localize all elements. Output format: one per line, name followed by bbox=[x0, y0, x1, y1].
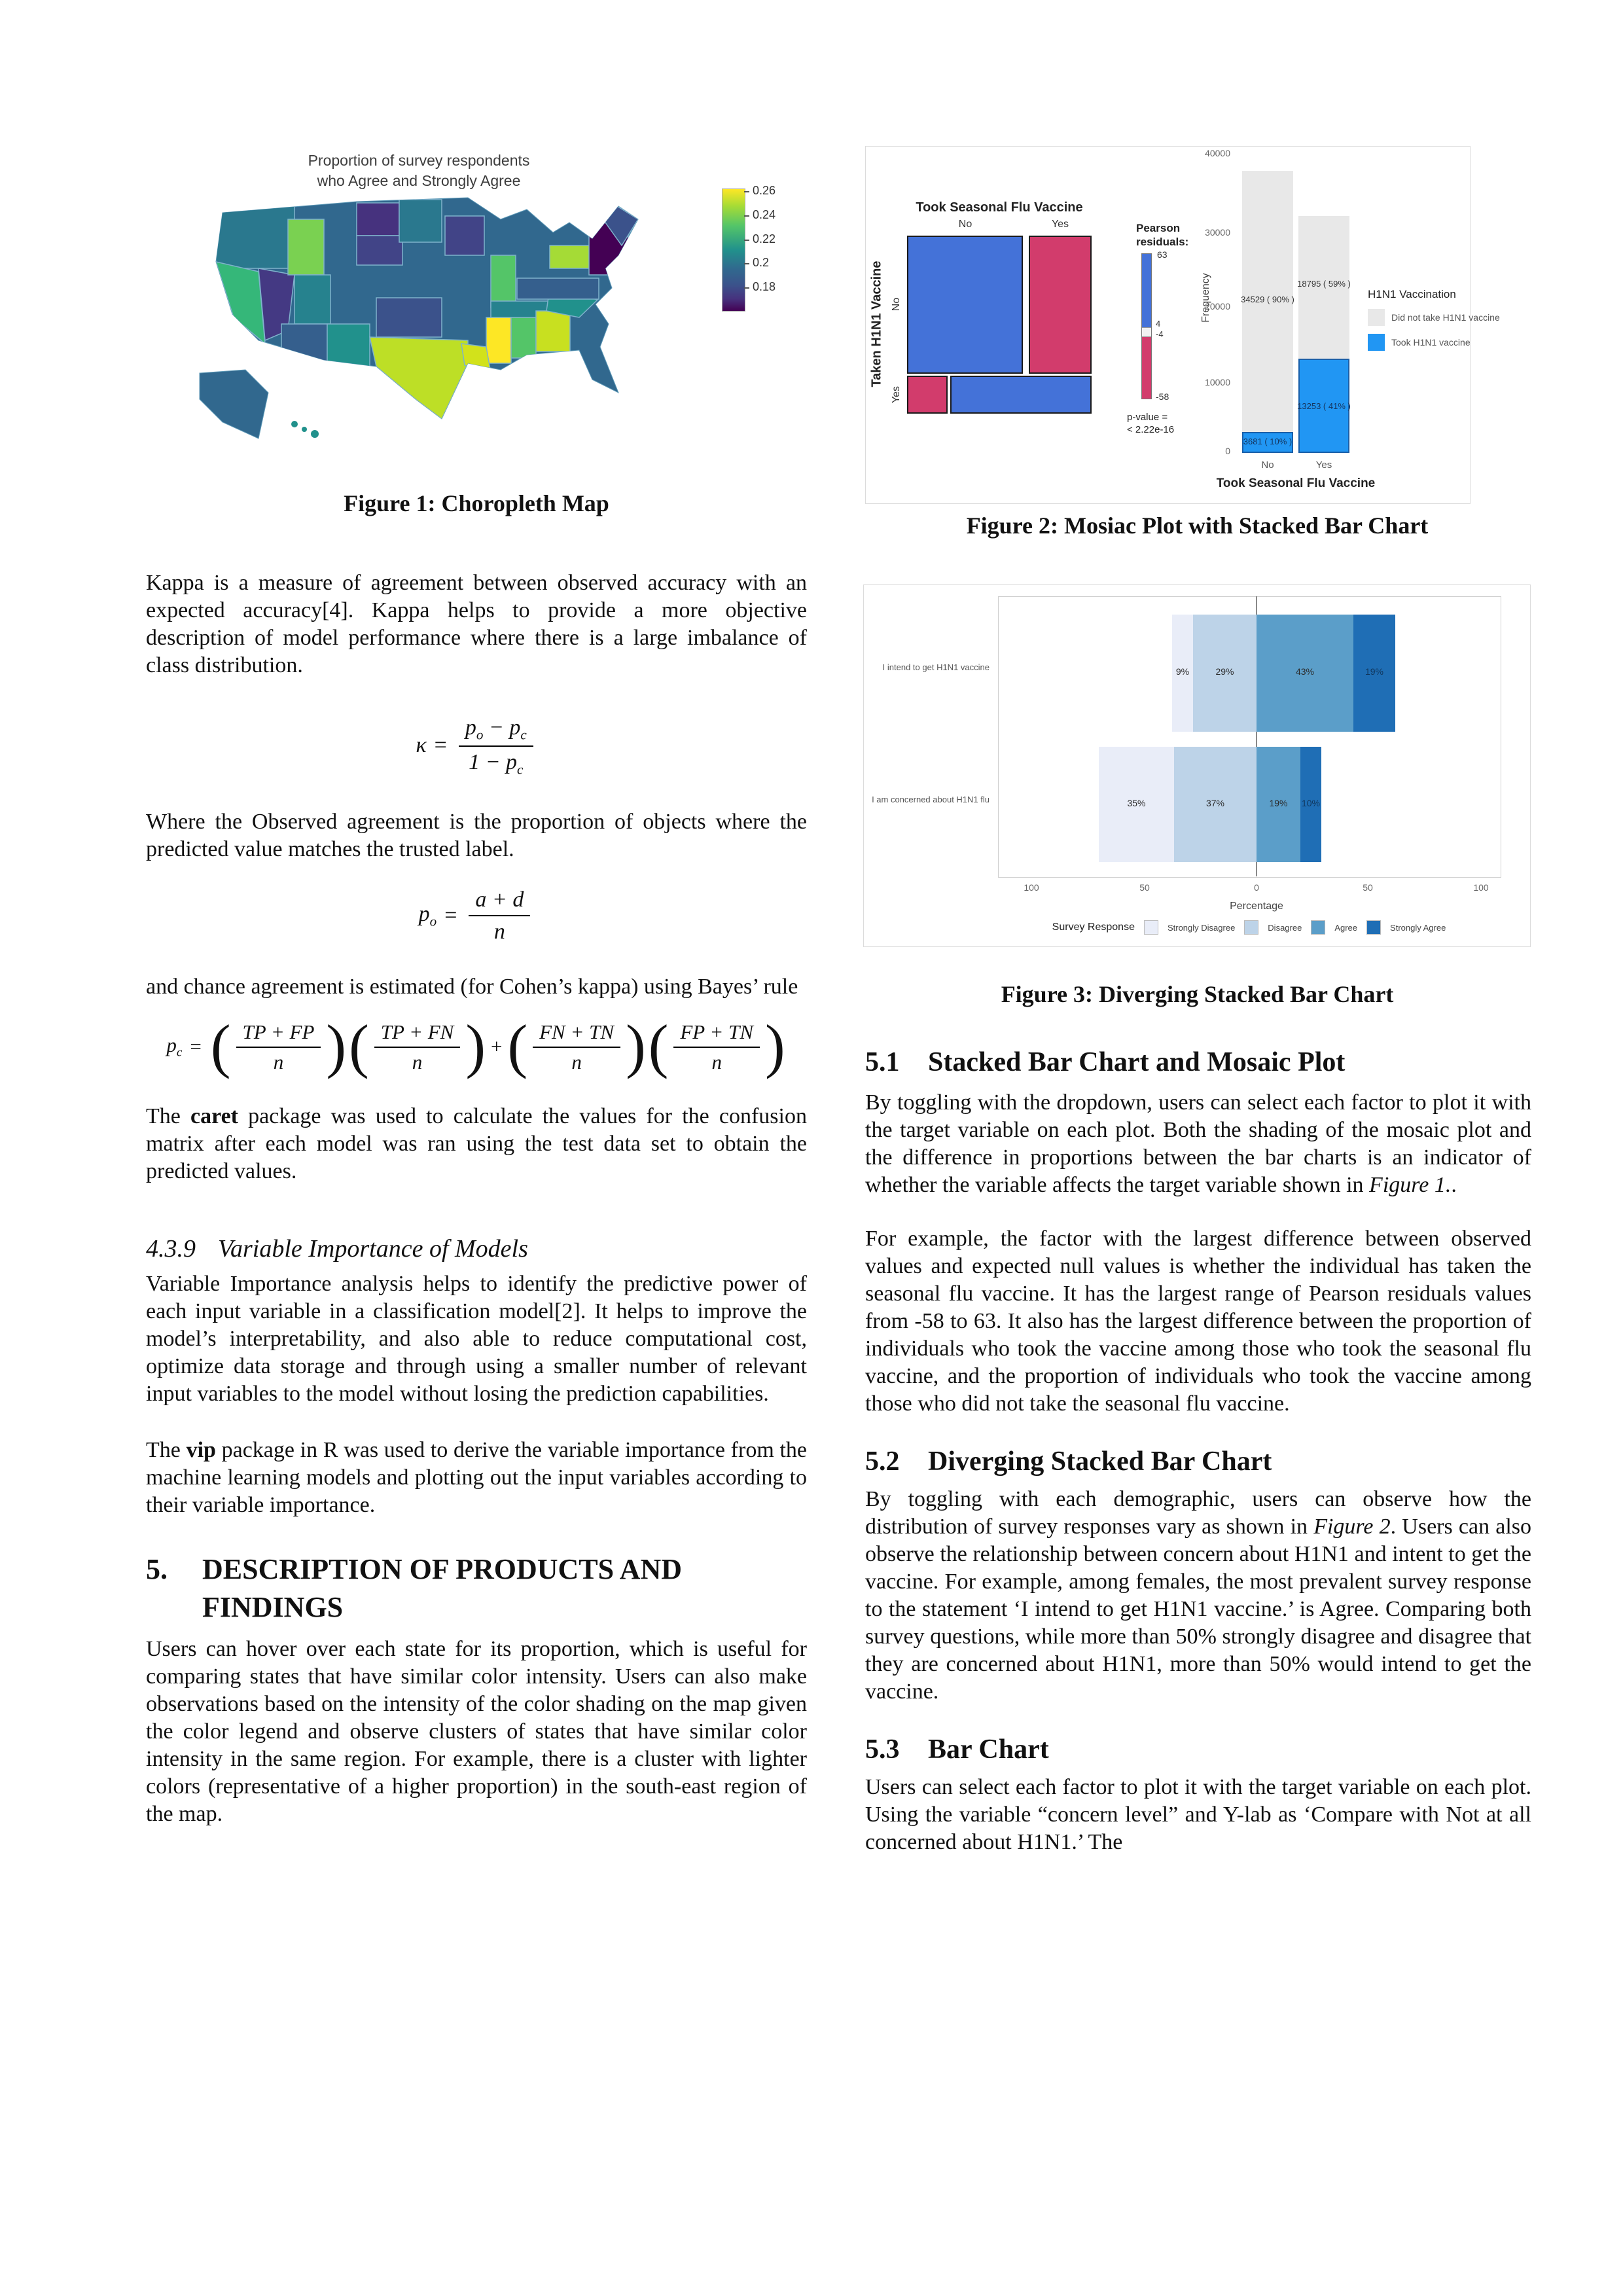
caret-package-name: caret bbox=[190, 1103, 238, 1128]
pc-fraction-3: $\frac{FN + TN}{n}$ bbox=[533, 1019, 620, 1073]
residual-tick-4: 4 bbox=[1156, 319, 1161, 329]
colorbar-tick: 0.26 bbox=[753, 184, 776, 197]
pct-concerned-sa: 10% bbox=[1301, 798, 1321, 808]
paper-page: Proportion of survey respondents who Agree and Strongly Agree 0.26 0.24 0.22 0.2 0.18 Figure 1: Choropleth Map Kappa is a measure of agreement between observed accuracy with an expected accuracy[4]. Kappa helps to provide a more objective description of model performance where there is a large imbalance of class distribution. κ = $\frac{p_o - p_c}{1 - p_c}$ Where the Observed agreement is the proportion of objects where the predicted value matches the trusted label. $p_o$ = $\frac{a + d}{n}$ and chance agreement is estimated (for Cohen’s kappa) using Bayes’ rule $p_c$ = ( $\frac{TP + FP}{n}$ ) ( $\frac{TP + FN}{n}$ ) + ( $\frac{FN + TN}{n}$ ) ( $\frac{FP + TN}{n}$ ) The caret package was used to calculate the values for the confusion matrix after each model was ran using the test data set to obtain the predicted values. 4.3.9 Variable Importance of Models Variable Importance analysis helps to identify the predictive power of each input variable in a classification model[2]. It helps to improve the model’s interpretability, and also able to reduce computational cost, optimize data storage and through using a smaller number of relevant input variables to the model without losing the prediction capabilities. The vip package in R was used to derive the variable importance from the machine learning models and plotting out the input variables according to their variable importance. 5. DESCRIPTION OF PRODUCTS AND FINDINGS Users can hover over each state for its proportion, which is useful for comparing states that have similar color intensity. Users can also make observations based on the intensity of the color shading on the map given the color legend and observe clusters of states that have similar color intensity in the same region. For example, there is a cluster with lighter colors (representative of a higher proportion) in the south-east region of the map. Took Seasonal Flu Vaccine No Yes Taken H1N1 Vaccine No Yes Pearson residuals: 63 4 -4 -58 p-value = < 2.22e-16 40000 30000 20000 10000 0 Frequency 34529 ( 90% ) 18795 ( 59% ) 13253 ( 41% ) 3681 ( 10% ) No Yes Took Seasonal Flu Vaccine H1N1 Vaccination Did not take H1N1 vaccine Took H1N1 vaccine Figure 2: Mosiac Plot with Stacked Bar Chart I intend to get H1N1 vaccine I am concerned about H1N1 flu 9% 29% 43% 19% 35% 37% 19% 10% 100 50 0 50 100 Percentage Survey Response Strongly Disagree Disagree Agree Strongly Agree Figure 3: Diverging Stacked Bar Chart 5.1 Stacked Bar Chart and Mosaic Plot By toggling with the dropdown, users can select each factor to plot it with the target variable on each plot. Both the shading of the mosaic plot and the difference in proportions between the bar charts is an indicator of whether the variable affects the target variable shown in Figure 1.. For example, the factor with the largest difference between observed values and expected null values is whether the individual has taken the seasonal flu vaccine. It has the largest range of Pearson residuals values from -58 to 63. It also has the largest difference between the proportion of individuals who took the vaccine among those who took the seasonal flu vaccine, and the proportion of individuals who took the vaccine among those who did not take the seasonal flu vaccine. 5.2 Diverging Stacked Bar Chart By toggling with each demographic, users can observe how the distribution of survey responses vary as shown in Figure 2. Users can also observe the relationship between concern about H1N1 and intent to get the vaccine. For example, among females, the most prevalent survey response to the statement ‘I intend to get H1N1 vaccine.’ is Agree. Comparing both survey questions, while more than 50% strongly disagree and disagree that they are concerned about H1N1, more than 50% would intend to get the vaccine. 5.3 Bar Chart Users can select each factor to plot it with the target variable on each plot. Using the variable “concern level” and Y-lab as ‘Compare with Not at all concerned about H1N1.’ The bbox=[0, 0, 1623, 2296]
state-minnesota bbox=[399, 200, 442, 242]
equals-sign: = bbox=[190, 1035, 202, 1058]
pc-lhs: $p_c$ bbox=[166, 1033, 183, 1060]
state-utah bbox=[294, 275, 330, 324]
ytick-20000: 20000 bbox=[1205, 301, 1230, 312]
po-fraction: $\frac{a + d}{n}$ bbox=[469, 886, 530, 944]
state-texas bbox=[370, 337, 468, 419]
legend-label-blue: Took H1N1 vaccine bbox=[1391, 337, 1471, 348]
left-column bbox=[146, 564, 807, 1828]
pct-intend-sa: 19% bbox=[1364, 666, 1384, 677]
pc-fraction-4: $\frac{FP + TN}{n}$ bbox=[673, 1019, 760, 1073]
pct-intend-a: 43% bbox=[1295, 666, 1315, 677]
state-hawaii bbox=[291, 421, 298, 427]
label-yes-didnot: 18795 ( 59% ) bbox=[1297, 279, 1351, 289]
residual-tick-63: 63 bbox=[1157, 249, 1168, 260]
one-minus: 1 − bbox=[469, 749, 507, 774]
kappa-fraction bbox=[459, 713, 533, 777]
para-variable-importance: Variable Importance analysis helps to identify the predictive power of each input variable in a classification model[2]. It helps to improve the model’s interpretability, and also able to reduce computational cost, optimize data storage and through using a smaller number of relevant input variables to the model without losing the prediction capabilities. bbox=[146, 1271, 807, 1406]
xcat-yes: Yes bbox=[1315, 459, 1332, 471]
paren-right: ) bbox=[465, 1013, 486, 1080]
state-illinois bbox=[491, 255, 516, 308]
heading-5: 5. DESCRIPTION OF PRODUCTS AND FINDINGS bbox=[146, 1552, 683, 1623]
xtick-100: 100 bbox=[1473, 882, 1489, 893]
row-label-concerned: I am concerned about H1N1 flu bbox=[872, 795, 990, 804]
legend-label-strongly-agree: Strongly Agree bbox=[1390, 922, 1446, 933]
para-5-1-b: For example, the factor with the largest difference between observed values and expected null values is whether the individual has taken the seasonal flu vaccine. It has the largest range of Pearson residuals values from -58 to 63. It also has the largest difference between the proportion of individuals who took the vaccine among those who took the seasonal flu vaccine, and the proportion of individuals who took the vaccine among those who did not take the seasonal flu vaccine. bbox=[865, 1227, 1531, 1416]
para-5-2: By toggling with each demographic, users can observe how the distribution of survey responses vary as shown in Figure 2. Users can also observe the relationship between concern about H1N1 and intent to get the vaccine. For example, among females, the most prevalent survey response to the statement ‘I intend to get H1N1 vaccine.’ is Agree. Comparing both survey questions, while more than 50% strongly disagree and disagree that they are concerned about H1N1, more than 50% would intend to get the vaccine. bbox=[865, 1487, 1531, 1704]
colorbar-tick-mark bbox=[744, 287, 749, 289]
formula-po bbox=[146, 886, 807, 944]
para-vip: The vip package in R was used to derive the variable importance from the machine learning models and plotting out the input variables according to their variable importance. bbox=[146, 1437, 807, 1517]
state-alaska bbox=[200, 370, 268, 439]
label-no-took: 3681 ( 10% ) bbox=[1243, 437, 1293, 446]
residual-positive bbox=[1142, 254, 1151, 327]
mosaic-cell-no-yes bbox=[907, 376, 948, 414]
h1n1-legend-title: H1N1 Vaccination bbox=[1368, 288, 1456, 300]
colorbar-tick: 0.2 bbox=[753, 256, 770, 269]
xtick-neg100: 100 bbox=[1024, 882, 1039, 893]
mosaic-x-label-no: No bbox=[958, 219, 972, 230]
figure1-reference: Figure 1. bbox=[1369, 1173, 1452, 1197]
colorbar-tick-mark bbox=[744, 215, 749, 217]
paren-right: ) bbox=[326, 1013, 347, 1080]
xtick-0: 0 bbox=[1254, 882, 1259, 893]
state-louisiana bbox=[461, 344, 491, 373]
state-wisconsin bbox=[445, 216, 484, 255]
state-virginia-kentucky bbox=[517, 278, 599, 299]
legend-label-gray: Did not take H1N1 vaccine bbox=[1391, 312, 1500, 323]
heading-5-2: 5.2 Diverging Stacked Bar Chart bbox=[865, 1446, 1272, 1477]
figure2-caption: Figure 2: Mosiac Plot with Stacked Bar Chart bbox=[966, 512, 1429, 539]
pc-fraction-2: $\frac{TP + FN}{n}$ bbox=[374, 1019, 461, 1073]
state-idaho bbox=[288, 219, 324, 275]
pearson-legend-title: Pearson residuals: bbox=[1136, 222, 1189, 248]
state-california bbox=[216, 262, 265, 344]
residual-tick-neg58: -58 bbox=[1156, 391, 1169, 402]
colorbar-tick: 0.18 bbox=[753, 280, 776, 293]
kappa-lhs: κ bbox=[416, 733, 427, 758]
residual-tick-neg4: -4 bbox=[1156, 329, 1164, 339]
residual-negative bbox=[1142, 337, 1151, 399]
state-pacific-northwest bbox=[216, 203, 294, 268]
legend-swatch-strongly-agree bbox=[1366, 920, 1381, 935]
barchart-x-title: Took Seasonal Flu Vaccine bbox=[1216, 476, 1376, 490]
colorbar-tick-mark bbox=[744, 263, 749, 264]
figure1-caption: Figure 1: Choropleth Map bbox=[344, 490, 609, 516]
plus-sign: + bbox=[491, 1035, 503, 1058]
legend-label-disagree: Disagree bbox=[1268, 922, 1302, 933]
sub-c: c bbox=[517, 761, 524, 777]
para-5-1-a: By toggling with the dropdown, users can select each factor to plot it with the target variable on each plot. Both the shading of the mosaic plot and the difference in proportions between the bar charts is an indicator of whether the variable affects the target variable shown in Figure 1.. bbox=[865, 1090, 1531, 1197]
residual-neutral bbox=[1142, 327, 1151, 337]
var-pc: p bbox=[509, 715, 521, 740]
equals-sign: = bbox=[444, 903, 457, 927]
paren-right: ) bbox=[626, 1013, 646, 1080]
legend-swatch-disagree bbox=[1244, 920, 1258, 935]
para-5-3: Users can select each factor to plot it with the target variable on each plot. Using the variable “concern level” and Y-lab as ‘Compare with Not at all concerned about H1N1.’ The bbox=[865, 1775, 1531, 1854]
sub-c: c bbox=[520, 726, 527, 743]
heading-4-3-9: 4.3.9 Variable Importance of Models bbox=[146, 1234, 528, 1263]
legend-label-agree: Agree bbox=[1334, 922, 1358, 933]
paren-left: ( bbox=[210, 1013, 231, 1080]
legend-swatch-gray bbox=[1368, 309, 1385, 326]
label-yes-took: 13253 ( 41% ) bbox=[1297, 401, 1351, 411]
pct-concerned-sd: 35% bbox=[1127, 798, 1146, 808]
mosaic-cell-yes-yes bbox=[950, 376, 1092, 414]
formula-pc bbox=[146, 1013, 807, 1080]
figure1-title-line1: Proportion of survey respondents bbox=[308, 152, 530, 169]
po-lhs: $p_o$ bbox=[418, 902, 437, 929]
choropleth-map bbox=[160, 183, 717, 445]
mosaic-cell-yes-no bbox=[1029, 236, 1092, 374]
colorbar bbox=[722, 188, 745, 312]
legend-swatch-blue bbox=[1368, 334, 1385, 351]
figure3-caption: Figure 3: Diverging Stacked Bar Chart bbox=[1001, 981, 1394, 1007]
ytick-10000: 10000 bbox=[1205, 377, 1230, 387]
state-mississippi bbox=[486, 317, 511, 363]
sub-o: o bbox=[476, 726, 484, 743]
legend-swatch-agree bbox=[1311, 920, 1325, 935]
xtick-50: 50 bbox=[1363, 882, 1373, 893]
var-pc: p bbox=[506, 749, 518, 774]
paren-left: ( bbox=[648, 1013, 669, 1080]
survey-legend-title: Survey Response bbox=[1052, 922, 1135, 933]
para-kappa: Kappa is a measure of agreement between observed accuracy with an expected accuracy[4]. Kappa helps to provide a more objective description of model performance where there is a large imbalance of class distribution. bbox=[146, 571, 807, 677]
heading-5-1: 5.1 Stacked Bar Chart and Mosaic Plot bbox=[865, 1047, 1346, 1077]
figure1-title-line2: who Agree and Strongly Agree bbox=[317, 172, 521, 189]
colorbar-tick-mark bbox=[744, 191, 749, 192]
heading-5-3: 5.3 Bar Chart bbox=[865, 1734, 1049, 1765]
state-hawaii bbox=[311, 430, 319, 438]
para-users-hover: Users can hover over each state for its proportion, which is useful for comparing states that have similar color intensity. Users can also make observations based on the intensity of the color shading on the map given the color legend and observe clusters of states that have similar color intensity in the same region. For example, there is a cluster with lighter colors (representative of a higher proportion) in the south-east region of the map. bbox=[146, 1636, 807, 1826]
state-kansas-oklahoma bbox=[376, 298, 442, 337]
ytick-30000: 30000 bbox=[1205, 227, 1230, 238]
para-caret: The caret package was used to calculate the values for the confusion matrix after each model was ran using the test data set to obtain the predicted values. bbox=[146, 1103, 807, 1183]
var-po: p bbox=[465, 715, 476, 740]
xtick-neg50: 50 bbox=[1139, 882, 1150, 893]
mosaic-x-title: Took Seasonal Flu Vaccine bbox=[916, 200, 1083, 215]
state-south-dakota bbox=[357, 236, 402, 265]
colorbar-tick: 0.22 bbox=[753, 232, 776, 245]
para-observed: Where the Observed agreement is the proportion of objects where the predicted value matches the trusted label. bbox=[146, 810, 807, 862]
pc-fraction-1: $\frac{TP + FP}{n}$ bbox=[236, 1019, 321, 1073]
ytick-40000: 40000 bbox=[1205, 148, 1230, 158]
state-alabama bbox=[511, 317, 536, 358]
state-georgia bbox=[536, 311, 570, 351]
paren-right: ) bbox=[765, 1013, 785, 1080]
minus: − bbox=[483, 715, 510, 740]
mosaic-cell-no-no bbox=[907, 236, 1023, 374]
state-new-mexico bbox=[327, 324, 370, 367]
state-arizona bbox=[281, 324, 327, 363]
ytick-0: 0 bbox=[1225, 446, 1230, 456]
paren-left: ( bbox=[507, 1013, 528, 1080]
pct-intend-sd: 9% bbox=[1175, 666, 1190, 677]
formula-kappa bbox=[146, 713, 807, 777]
percentage-axis-label: Percentage bbox=[1230, 901, 1283, 912]
para-chance: and chance agreement is estimated (for Cohen’s kappa) using Bayes’ rule bbox=[146, 975, 798, 999]
equals-sign: = bbox=[434, 733, 447, 758]
mosaic-x-label-yes: Yes bbox=[1051, 219, 1069, 230]
state-hawaii bbox=[302, 427, 307, 432]
legend-label-strongly-disagree: Strongly Disagree bbox=[1167, 922, 1236, 933]
p-value-label: p-value = < 2.22e-16 bbox=[1127, 412, 1175, 435]
pct-intend-d: 29% bbox=[1215, 666, 1234, 677]
paren-left: ( bbox=[349, 1013, 369, 1080]
xcat-no: No bbox=[1261, 459, 1274, 471]
figure2-reference: Figure 2 bbox=[1313, 1515, 1391, 1539]
residual-colorbar bbox=[1141, 253, 1152, 399]
label-no-didnot: 34529 ( 90% ) bbox=[1241, 295, 1294, 304]
row-label-intend: I intend to get H1N1 vaccine bbox=[882, 662, 990, 672]
pct-concerned-a: 19% bbox=[1269, 798, 1288, 808]
survey-response-legend bbox=[998, 920, 1500, 935]
colorbar-tick-mark bbox=[744, 240, 749, 241]
vip-package-name: vip bbox=[186, 1437, 216, 1462]
right-column bbox=[865, 1046, 1531, 1856]
colorbar-tick: 0.24 bbox=[753, 208, 776, 221]
legend-swatch-strongly-disagree bbox=[1144, 920, 1158, 935]
state-north-dakota bbox=[357, 203, 399, 236]
pct-concerned-d: 37% bbox=[1205, 798, 1225, 808]
